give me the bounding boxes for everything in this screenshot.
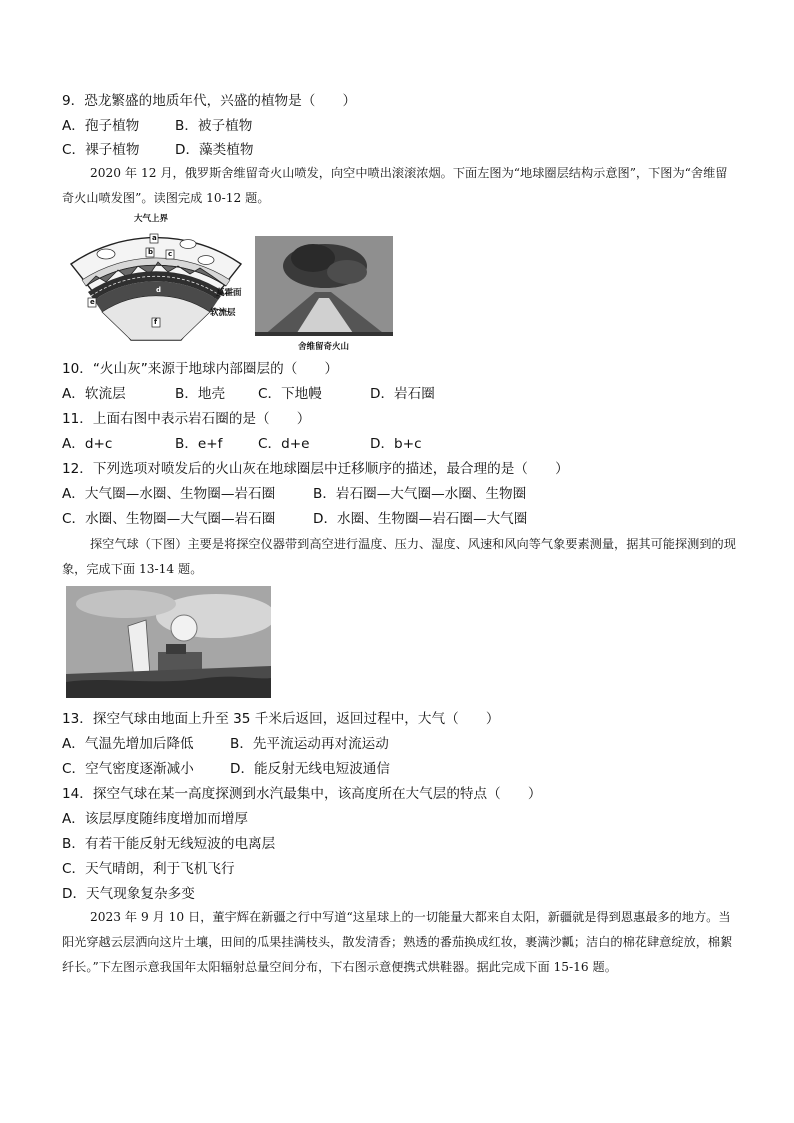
q14-option-d: D．天气现象复杂多变 [62, 886, 195, 902]
q11-option-d: D．b+c [370, 436, 422, 452]
q10-option-d: D．岩石圈 [370, 386, 435, 402]
q9-option-c: C．裸子植物 [62, 142, 140, 158]
q13-option-c: C．空气密度逐渐减小 [62, 761, 194, 777]
label-e: e [90, 298, 95, 306]
q11-option-c: C．d+e [258, 436, 310, 452]
balloon-svg [66, 586, 271, 698]
q9-option-d: D．藻类植物 [175, 142, 254, 158]
label-asthenosphere: 软流层 [210, 308, 236, 318]
q13-option-b: B．先平流运动再对流运动 [230, 736, 389, 752]
q11-stem: 11．上面右图中表示岩石圈的是（ ） [62, 411, 311, 427]
q10-option-a: A．软流层 [62, 386, 126, 402]
volcano-svg [255, 236, 393, 336]
q12-option-b: B．岩石圈—大气圈—水圈、生物圈 [313, 486, 527, 502]
q10-option-b: B．地壳 [175, 386, 226, 402]
volcano-caption: 舍维留奇火山 [298, 342, 350, 352]
passage-15-16: 2023 年 9 月 10 日，董宇辉在新疆之行中写道“这星球上的一切能量大都来自太阳，新疆就是得到恩惠最多的地方。当阳光穿越云层洒向这片土壤，田间的瓜果挂满枝头，散发清香；熟透的番茄换成红妆，裹满沙瓤；洁白的棉花肆意绽放，棉絮纤长。”下左图示意我国年太阳辐射总量空间分布，下右图示意便携式烘鞋器。据此完成下面 15-16 题。 [62, 910, 733, 974]
q9-stem: 9．恐龙繁盛的地质年代，兴盛的植物是（ ） [62, 93, 357, 109]
q9-option-a: A．孢子植物 [62, 118, 140, 134]
q10-stem: 10．“火山灰”来源于地球内部圈层的（ ） [62, 361, 339, 377]
passage-10-12: 2020 年 12 月，俄罗斯舍维留奇火山喷发，向空中喷出滚滚浓烟。下面左图为“地球圈层结构示意图”，下图为“舍维留奇火山喷发图”。读图完成 10-12 题。 [62, 166, 728, 205]
q10-option-c: C．下地幔 [258, 386, 322, 402]
q13-option-a: A．气温先增加后降低 [62, 736, 194, 752]
label-a: a [152, 234, 157, 242]
passage-13-14: 探空气球（下图）主要是将探空仪器带到高空进行温度、压力、湿度、风速和风向等气象要素测量，据其可能探测到的现象，完成下面 13-14 题。 [62, 537, 736, 576]
q13-stem: 13．探空气球由地面上升至 35 千米后返回，返回过程中，大气（ ） [62, 711, 500, 727]
weather-balloon-photo [66, 586, 271, 698]
label-b: b [148, 248, 154, 256]
q11-option-a: A．d+c [62, 436, 113, 452]
q14-stem: 14．探空气球在某一高度探测到水汽最集中，该高度所在大气层的特点（ ） [62, 786, 542, 802]
label-d: d [156, 286, 162, 294]
q11-option-b: B．e+f [175, 436, 223, 452]
label-moho: 莫霍面 [216, 288, 242, 298]
q12-option-a: A．大气圈—水圈、生物圈—岩石圈 [62, 486, 276, 502]
label-atmosphere-top: 大气上界 [134, 214, 169, 224]
label-f: f [154, 318, 158, 326]
q14-option-a: A．该层厚度随纬度增加而增厚 [62, 811, 249, 827]
label-c: c [168, 250, 173, 258]
earth-layer-diagram [66, 212, 246, 344]
q12-option-c: C．水圈、生物圈—大气圈—岩石圈 [62, 511, 276, 527]
volcano-photo [255, 236, 393, 336]
q14-option-c: C．天气晴朗，利于飞机飞行 [62, 861, 235, 877]
q14-option-b: B．有若干能反射无线短波的电离层 [62, 836, 276, 852]
q13-option-d: D．能反射无线电短波通信 [230, 761, 390, 777]
q12-option-d: D．水圈、生物圈—岩石圈—大气圈 [313, 511, 528, 527]
q12-stem: 12．下列选项对喷发后的火山灰在地球圈层中迁移顺序的描述，最合理的是（ ） [62, 461, 569, 477]
q9-option-b: B．被子植物 [175, 118, 253, 134]
